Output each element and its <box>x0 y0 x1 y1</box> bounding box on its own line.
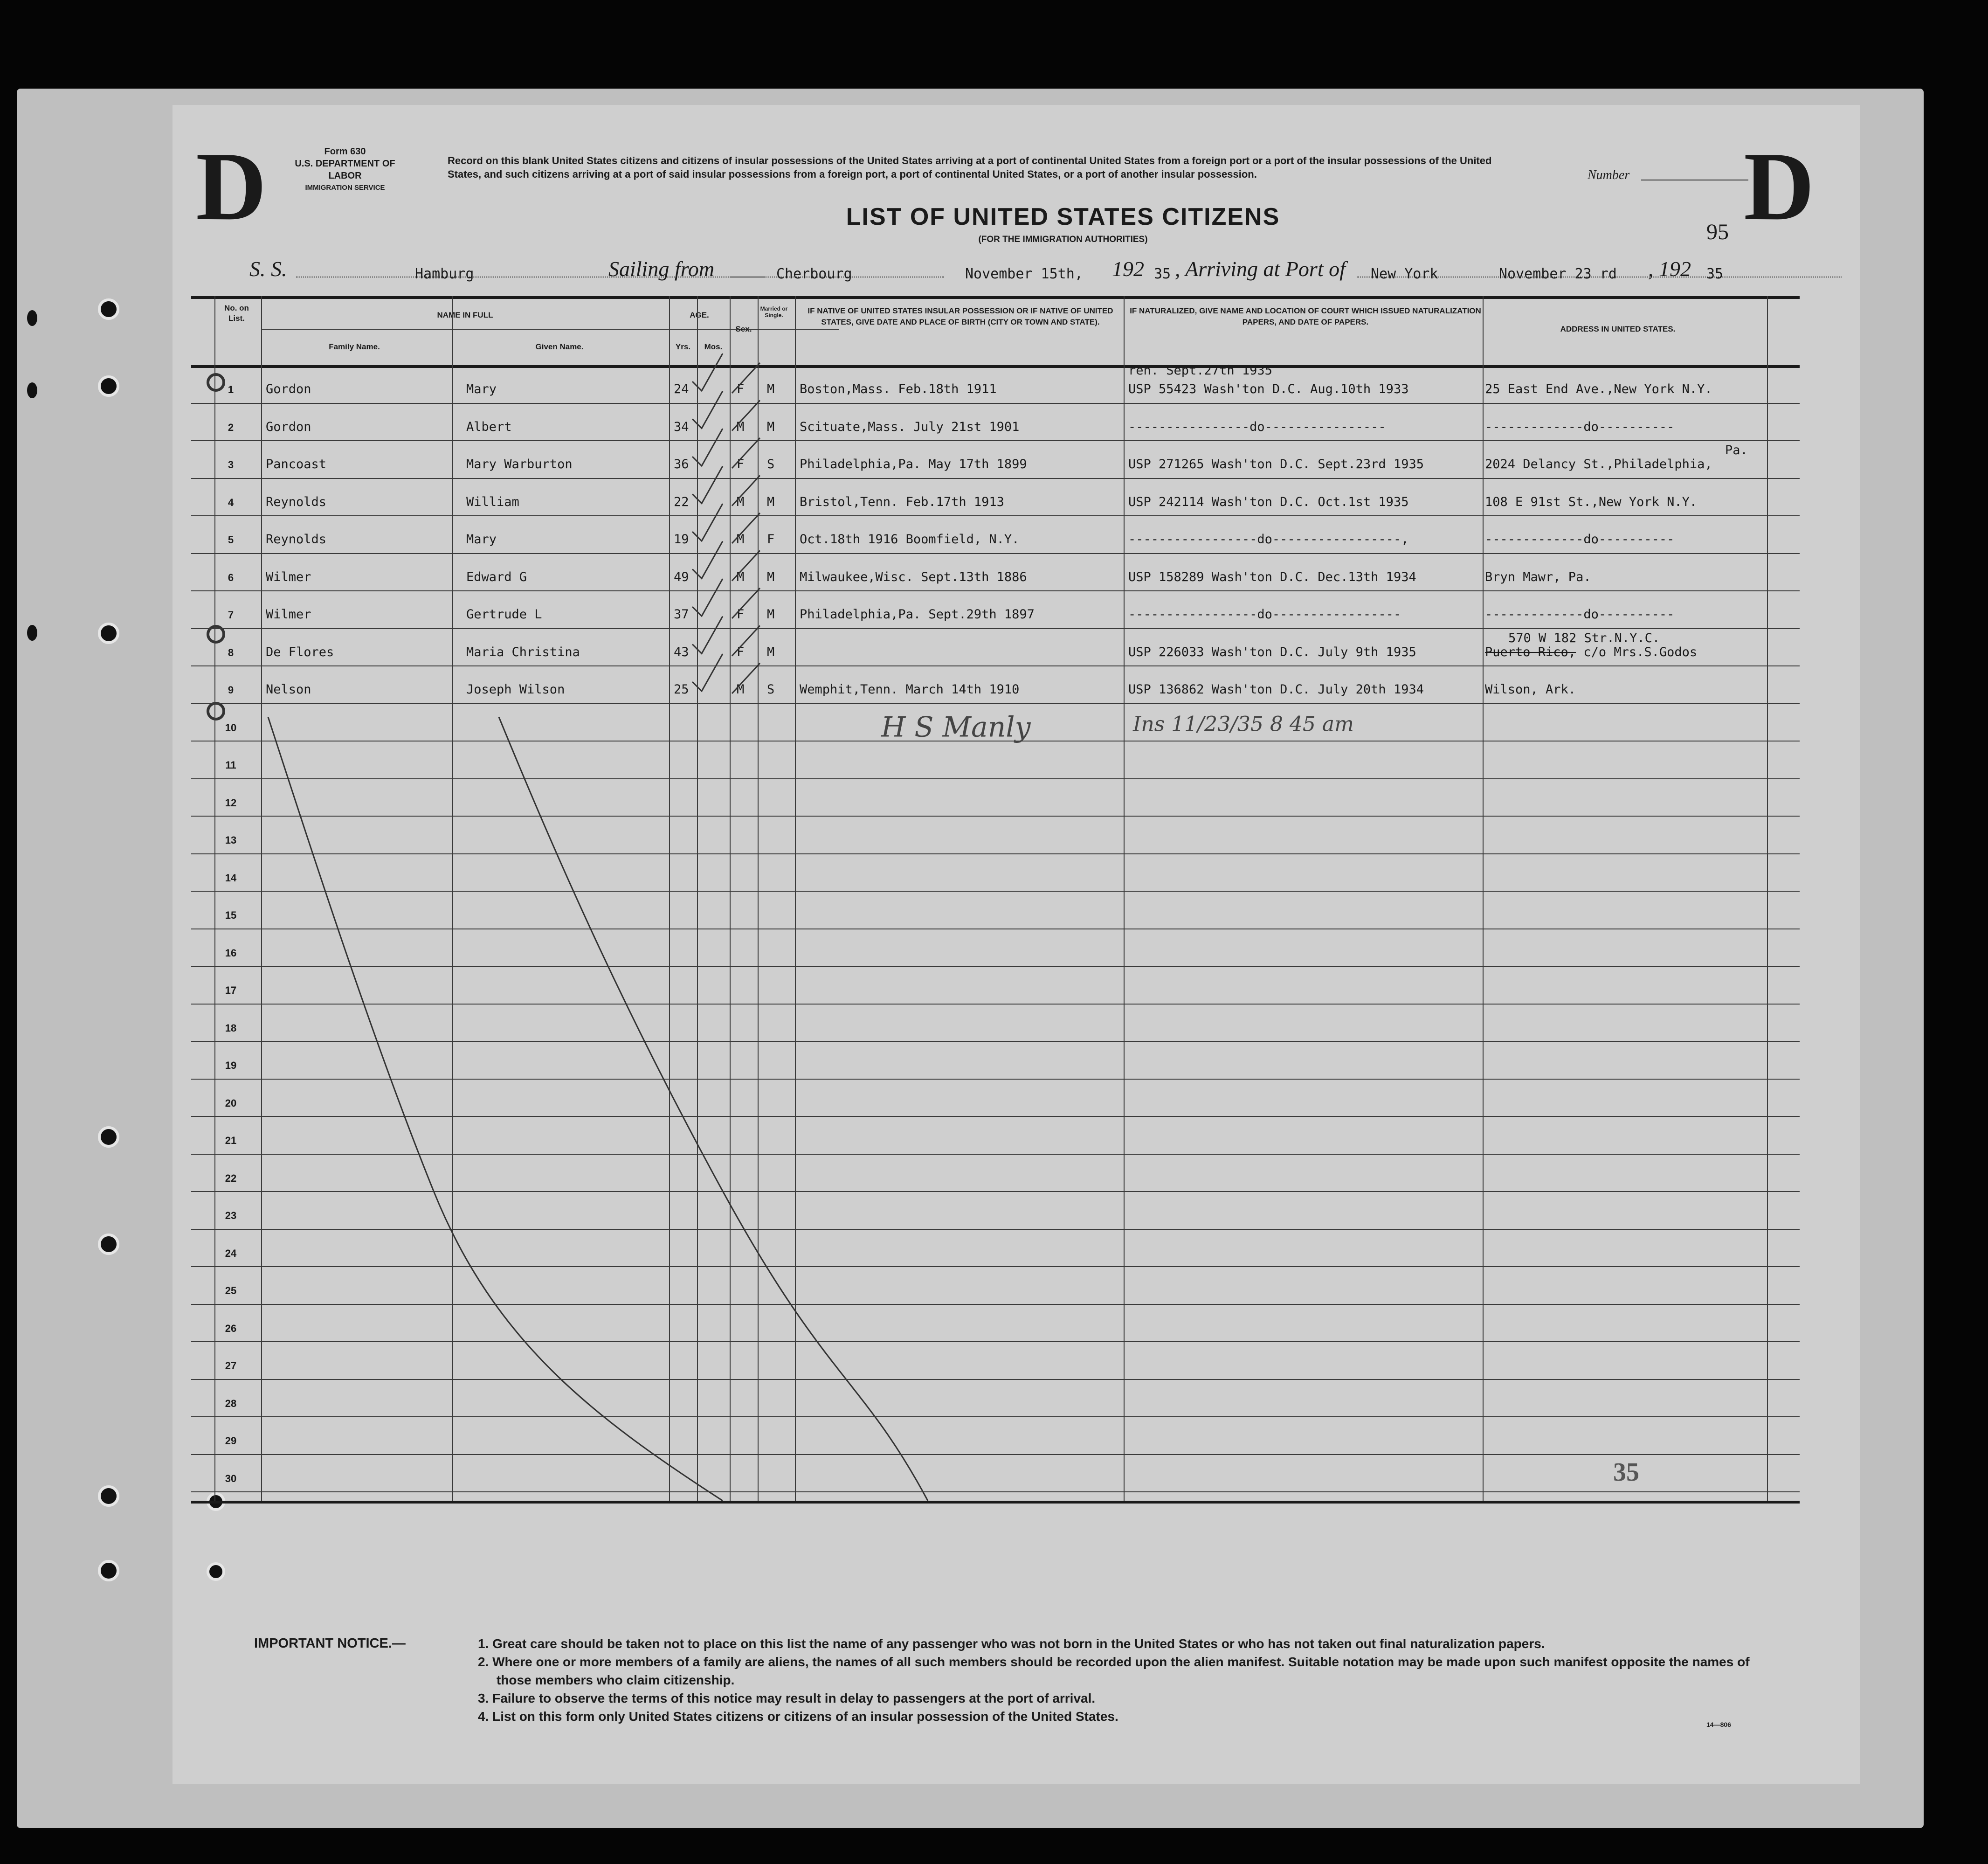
row-number: 6 <box>228 571 234 583</box>
row-number: 19 <box>225 1060 237 1071</box>
age-years-cell: 19 <box>674 532 689 547</box>
family-name-cell: Pancoast <box>266 457 327 471</box>
address-note: 570 W 182 Str.N.Y.C. <box>1508 631 1660 645</box>
row-number: 20 <box>225 1097 237 1109</box>
row-number: 9 <box>228 684 234 696</box>
given-name-cell: Gertrude L <box>466 607 542 622</box>
punch-hole <box>207 1562 225 1581</box>
notice-item: 3. Failure to observe the terms of this notice may result in delay to passengers at the port of arrival. <box>478 1691 1096 1705</box>
naturalization-cell: USP 136862 Wash'ton D.C. July 20th 1934 <box>1128 682 1424 697</box>
inspection-note: Ins 11/23/35 8 45 am <box>1133 712 1354 736</box>
age-years-cell: 36 <box>674 457 689 471</box>
marital-cell: M <box>767 419 775 434</box>
birth-cell: Philadelphia,Pa. May 17th 1899 <box>800 457 1027 471</box>
given-name-cell: Mary Warburton <box>466 457 573 471</box>
row-number: 12 <box>225 797 237 809</box>
header-naturalized: IF NATURALIZED, GIVE NAME AND LOCATION OF COURT WHICH ISSUED NATURALIZATION PAPERS, AND DATE OF PAPERS. <box>1130 306 1481 326</box>
stamp-number: 35 <box>1613 1458 1639 1487</box>
date-to: November 23 rd <box>1499 266 1617 282</box>
header-no: No. on List. <box>224 304 249 323</box>
given-name-cell: Edward G <box>466 569 527 584</box>
given-name-cell: William <box>466 494 519 509</box>
row-number: 17 <box>225 984 237 996</box>
header-mos: Mos. <box>704 342 723 351</box>
page-number: 95 <box>1706 220 1729 244</box>
marital-cell: S <box>767 457 775 471</box>
address-cell: Bryn Mawr, Pa. <box>1485 569 1591 584</box>
address-cell: -------------do---------- <box>1485 607 1675 622</box>
row-number: 2 <box>228 421 234 433</box>
binder-hole <box>27 625 37 641</box>
tick-stroke-icon <box>732 626 760 656</box>
notice-items <box>478 1635 1783 1725</box>
punch-hole <box>98 298 119 320</box>
birth-cell: Philadelphia,Pa. Sept.29th 1897 <box>800 607 1035 622</box>
row-number: 29 <box>225 1435 237 1447</box>
sex-cell: F <box>737 607 745 622</box>
cancel-line-right <box>499 717 928 1501</box>
check-mark-icon <box>692 617 723 654</box>
row-number: 23 <box>225 1210 237 1221</box>
marital-cell: M <box>767 644 775 659</box>
sex-cell: M <box>737 682 745 697</box>
birth-cell: Scituate,Mass. July 21st 1901 <box>800 419 1020 434</box>
year-prefix-2: , 192 <box>1648 257 1691 281</box>
department-name: U.S. DEPARTMENT OF LABOR <box>295 159 395 181</box>
row-number: 18 <box>225 1022 237 1034</box>
port-to: New York <box>1371 266 1438 282</box>
sex-cell: M <box>737 569 745 584</box>
birth-cell: Wemphit,Tenn. March 14th 1910 <box>800 682 1020 697</box>
binder-hole <box>27 310 37 326</box>
given-name-cell: Albert <box>466 419 512 434</box>
sex-cell: F <box>737 457 745 471</box>
header-birth: IF NATIVE OF UNITED STATES INSULAR POSSESSION OR IF NATIVE OF UNITED STATES, GIVE DATE AND PLACE OF BIRTH (CITY OR TOWN AND STATE). <box>808 306 1113 326</box>
row-number: 8 <box>228 646 234 658</box>
punch-hole <box>98 623 119 644</box>
sex-cell: M <box>737 419 745 434</box>
marital-cell: M <box>767 569 775 584</box>
tick-stroke-icon <box>732 513 760 543</box>
tick-stroke-icon <box>732 588 760 618</box>
birth-cell: Milwaukee,Wisc. Sept.13th 1886 <box>800 569 1027 584</box>
check-mark-icon <box>692 429 723 466</box>
tick-stroke-icon <box>732 551 760 581</box>
port-from: Cherbourg <box>776 266 852 282</box>
date-from: November 15th, <box>965 266 1083 282</box>
row-number: 30 <box>225 1472 237 1484</box>
header-given-name: Given Name. <box>535 342 584 351</box>
tick-stroke-icon <box>732 363 760 393</box>
form-title: LIST OF UNITED STATES CITIZENS <box>846 203 1280 230</box>
address-cell: Wilson, Ark. <box>1485 682 1576 697</box>
age-years-cell: 24 <box>674 382 689 396</box>
address-note: Pa. <box>1725 443 1748 457</box>
birth-cell: Bristol,Tenn. Feb.17th 1913 <box>800 494 1004 509</box>
form-letter-right: D <box>1744 132 1815 241</box>
family-name-cell: Gordon <box>266 419 311 434</box>
punch-hole <box>98 1126 119 1148</box>
check-mark-icon <box>692 391 723 429</box>
address-cell: 25 East End Ave.,New York N.Y. <box>1485 382 1712 396</box>
check-mark-icon <box>692 504 723 541</box>
birth-cell: Oct.18th 1916 Boomfield, N.Y. <box>800 532 1020 547</box>
naturalization-cell: -----------------do----------------- <box>1128 607 1401 622</box>
marital-cell: M <box>767 494 775 509</box>
check-mark-icon <box>692 541 723 579</box>
naturalization-cell: USP 226033 Wash'ton D.C. July 9th 1935 <box>1128 644 1416 659</box>
number-label: Number <box>1588 168 1630 182</box>
age-years-cell: 22 <box>674 494 689 509</box>
family-name-cell: De Flores <box>266 644 334 659</box>
row-number: 26 <box>225 1322 237 1334</box>
year-suffix-1: 35 <box>1154 266 1171 282</box>
family-name-cell: Nelson <box>266 682 311 697</box>
service-name: IMMIGRATION SERVICE <box>305 184 385 192</box>
form-number: Form 630 <box>324 146 366 157</box>
notice-item: 4. List on this form only United States citizens or citizens of an insular possession of the United States. <box>478 1709 1118 1724</box>
form-subtitle: (FOR THE IMMIGRATION AUTHORITIES) <box>978 235 1148 244</box>
naturalization-cell: USP 158289 Wash'ton D.C. Dec.13th 1934 <box>1128 569 1416 584</box>
row-number: 15 <box>225 909 237 921</box>
row-number: 5 <box>228 534 234 546</box>
naturalization-note: ren. Sept.27th 1935 <box>1128 363 1272 378</box>
given-name-cell: Maria Christina <box>466 644 580 659</box>
marital-cell: M <box>767 607 775 622</box>
tick-stroke-icon <box>732 476 760 506</box>
header-address: ADDRESS IN UNITED STATES. <box>1560 325 1676 333</box>
row-number: 22 <box>225 1172 237 1184</box>
handwriting-overlay <box>173 296 1851 1529</box>
sex-cell: F <box>737 382 745 396</box>
punch-hole <box>98 1485 119 1507</box>
row-number: 14 <box>225 872 237 884</box>
marital-cell: M <box>767 382 775 396</box>
age-years-cell: 25 <box>674 682 689 697</box>
given-name-cell: Joseph Wilson <box>466 682 565 697</box>
ship-name: Hamburg <box>415 266 474 282</box>
punch-hole <box>98 1233 119 1255</box>
naturalization-cell: USP 55423 Wash'ton D.C. Aug.10th 1933 <box>1128 382 1409 396</box>
notice-item: 2. Where one or more members of a family are aliens, the names of all such members should be recorded upon the alien manifest. Suitable notation may be made upon such manifest opposite the names of those members who claim citizenship. <box>478 1655 1750 1687</box>
year-suffix-2: 35 <box>1706 266 1724 282</box>
family-name-cell: Gordon <box>266 382 311 396</box>
naturalization-cell: USP 271265 Wash'ton D.C. Sept.23rd 1935 <box>1128 457 1424 471</box>
form-instructions: Record on this blank United States citizens and citizens of insular possessions of the United States arriving at a port of continental United States from a foreign port or a port of the insular possessions of the United States, and such citizens arriving at a port of said insular possessions from a foreign port, a port of continental United States, or a port of another insular possession. <box>448 155 1492 180</box>
arriving-label: , Arriving at Port of <box>1175 257 1346 281</box>
inspector-signature: H S Manly <box>881 711 1031 744</box>
header-married-single: Married or Single. <box>760 305 788 319</box>
check-mark-icon <box>692 654 723 691</box>
row-number: 3 <box>228 459 234 471</box>
form-identifier <box>280 146 410 194</box>
row-number: 1 <box>228 384 234 395</box>
sex-cell: F <box>737 644 745 659</box>
row-number: 24 <box>225 1247 237 1259</box>
header-sex: Sex. <box>735 325 752 333</box>
naturalization-cell: ----------------do---------------- <box>1128 419 1386 434</box>
form-code: 14—806 <box>1706 1721 1731 1728</box>
notice-item: 1. Great care should be taken not to place on this list the name of any passenger who was not born in the United States or who has not taken out final naturalization papers. <box>478 1636 1545 1651</box>
binder-hole <box>27 382 37 398</box>
notice-lead: IMPORTANT NOTICE.— <box>254 1636 406 1651</box>
header-family-name: Family Name. <box>329 342 380 351</box>
birth-cell: Boston,Mass. Feb.18th 1911 <box>800 382 997 396</box>
row-number: 28 <box>225 1397 237 1409</box>
header-name-in-full: NAME IN FULL <box>437 311 493 319</box>
marital-cell: S <box>767 682 775 697</box>
row-number: 10 <box>225 721 237 734</box>
row-number: 16 <box>225 947 237 959</box>
age-years-cell: 34 <box>674 419 689 434</box>
punch-hole <box>98 375 119 397</box>
marital-cell: F <box>767 532 775 547</box>
family-name-cell: Wilmer <box>266 607 311 622</box>
punch-hole <box>98 1560 119 1581</box>
family-name-cell: Wilmer <box>266 569 311 584</box>
citizen-list-form <box>173 105 1860 1784</box>
row-number: 13 <box>225 834 237 846</box>
check-mark-icon <box>692 353 723 391</box>
age-years-cell: 37 <box>674 607 689 622</box>
sailing-label: Sailing from <box>608 257 715 281</box>
row-number: 27 <box>225 1360 237 1372</box>
family-name-cell: Reynolds <box>266 532 327 547</box>
row-number: 7 <box>228 609 234 621</box>
naturalization-cell: -----------------do-----------------, <box>1128 532 1409 547</box>
address-text: c/o Mrs.S.Godos <box>1576 644 1698 659</box>
address-cell: 2024 Delancy St.,Philadelphia, <box>1485 457 1712 471</box>
sex-cell: M <box>737 532 745 547</box>
age-years-cell: 43 <box>674 644 689 659</box>
form-letter-left: D <box>196 132 267 241</box>
check-mark-icon <box>692 579 723 616</box>
tick-stroke-icon <box>732 663 760 693</box>
address-cell: -------------do---------- <box>1485 532 1675 547</box>
row-number: 11 <box>225 759 236 771</box>
address-cell: 108 E 91st St.,New York N.Y. <box>1485 494 1698 509</box>
tick-stroke-icon <box>732 401 760 431</box>
row-number: 21 <box>225 1135 237 1146</box>
check-mark-icon <box>692 466 723 504</box>
struck-address-text: Puerto Rico, <box>1485 644 1576 659</box>
given-name-cell: Mary <box>466 532 497 547</box>
given-name-cell: Mary <box>466 382 497 396</box>
address-cell: -------------do---------- <box>1485 419 1675 434</box>
age-years-cell: 49 <box>674 569 689 584</box>
header-age: AGE. <box>690 311 709 319</box>
cancel-line-left <box>268 717 723 1501</box>
naturalization-cell: USP 242114 Wash'ton D.C. Oct.1st 1935 <box>1128 494 1409 509</box>
sex-cell: M <box>737 494 745 509</box>
header-yrs: Yrs. <box>675 342 691 351</box>
tick-stroke-icon <box>732 438 760 468</box>
year-prefix-1: 192 <box>1112 257 1144 281</box>
row-number: 25 <box>225 1285 237 1296</box>
row-number: 4 <box>228 496 234 508</box>
ss-label: S. S. <box>249 257 287 281</box>
family-name-cell: Reynolds <box>266 494 327 509</box>
